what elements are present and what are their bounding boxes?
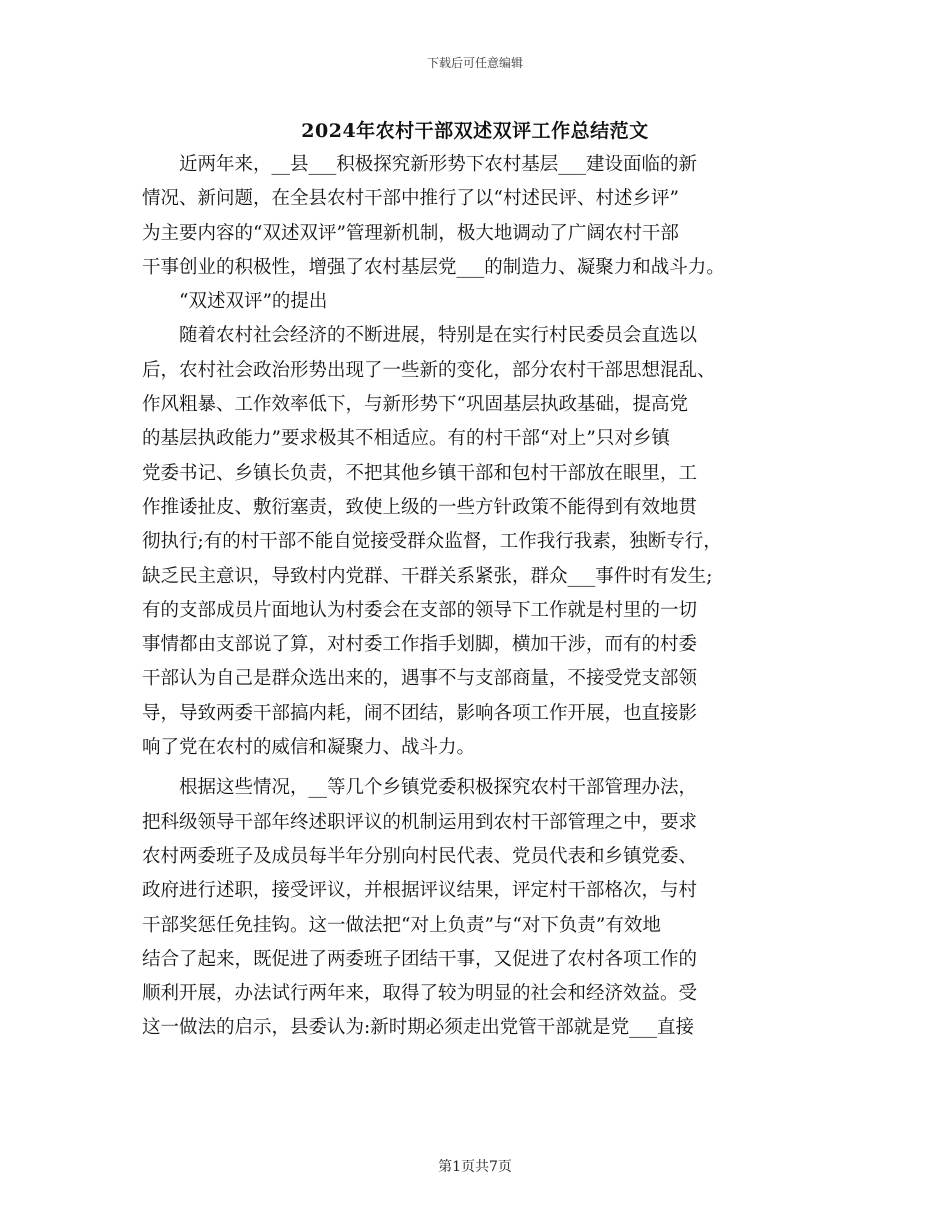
body-line: 干事创业的积极性，增强了农村基层党___的制造力、凝聚力和战斗力。 [142, 256, 725, 278]
body-line: 响了党在农村的威信和凝聚力、战斗力。 [142, 737, 476, 759]
body-line: 把科级领导干部年终述职评议的机制运用到农村干部管理之中，要求 [142, 811, 698, 833]
body-line: 情况、新问题，在全县农村干部中推行了以“村述民评、村述乡评” [142, 188, 679, 210]
body-line: 事情都由支部说了算，对村委工作指手划脚，横加干涉，而有的村委 [142, 634, 698, 656]
body-line: 结合了起来，既促进了两委班子团结干事，又促进了农村各项工作的 [142, 948, 698, 970]
header-note: 下载后可任意编辑 [426, 56, 523, 70]
body-line: 干部认为自己是群众选出来的，遇事不与支部商量，不接受党支部领 [142, 668, 698, 690]
body-line: 缺乏民主意识，导致村内党群、干群关系紧张，群众___事件时有发生; [142, 565, 713, 587]
document-body [142, 148, 822, 1046]
body-line: 彻执行;有的村干部不能自觉接受群众监督，工作我行我素，独断专行， [142, 531, 722, 553]
body-line: 后，农村社会政治形势出现了一些新的变化，部分农村干部思想混乱、 [142, 359, 716, 381]
body-line: 为主要内容的“双述双评”管理新机制，极大地调动了广阔农村干部 [142, 222, 679, 244]
body-line: 干部奖惩任免挂钩。这一做法把“对上负责”与“对下负责”有效地 [142, 914, 661, 936]
body-line: 有的支部成员片面地认为村委会在支部的领导下工作就是村里的一切 [142, 599, 698, 621]
body-line: 根据这些情况，__等几个乡镇党委积极探究农村干部管理办法， [142, 777, 698, 799]
section-heading: “双述双评”的提出 [142, 291, 328, 313]
body-line: 导，导致两委干部搞内耗，闹不团结，影响各项工作开展，也直接影 [142, 702, 698, 724]
page-footer: 第1页共7页 [438, 1159, 512, 1175]
body-line: 的基层执政能力”要求极其不相适应。有的村干部“对上”只对乡镇 [142, 428, 670, 450]
body-line: 党委书记、乡镇长负责，不把其他乡镇干部和包村干部放在眼里，工 [142, 462, 698, 484]
body-line: 这一做法的启示，县委认为:新时期必须走出党管干部就是党___直接 [142, 1017, 694, 1039]
body-line: 农村两委班子及成员每半年分别向村民代表、党员代表和乡镇党委、 [142, 845, 698, 867]
body-line: 顺利开展，办法试行两年来，取得了较为明显的社会和经济效益。受 [142, 983, 698, 1005]
body-line: 随着农村社会经济的不断进展，特别是在实行村民委员会直选以 [142, 325, 698, 347]
document-title: 2024年农村干部双述双评工作总结范文 [301, 120, 649, 142]
body-line: 作推诿扯皮、敷衍塞责，致使上级的一些方针政策不能得到有效地贯 [142, 496, 698, 518]
body-line: 政府进行述职，接受评议，并根据评议结果，评定村干部格次，与村 [142, 880, 698, 902]
body-line: 作风粗暴、工作效率低下，与新形势下“巩固基层执政基础，提高党 [142, 394, 688, 416]
body-line: 近两年来，__县___积极探究新形势下农村基层___建设面临的新 [142, 154, 698, 175]
